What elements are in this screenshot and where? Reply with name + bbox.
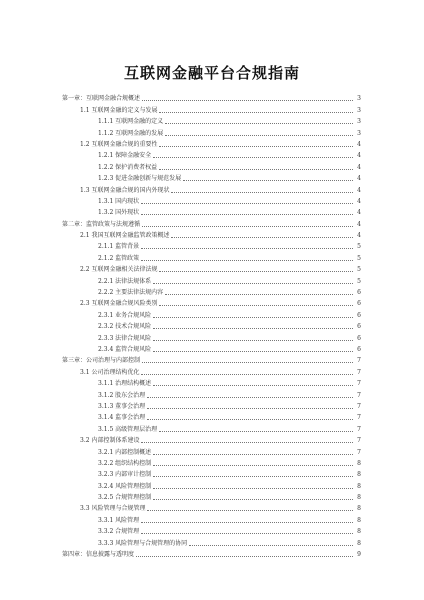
toc-leader-dots (159, 271, 353, 272)
toc-entry[interactable] (62, 285, 361, 296)
toc-entry-label: 3.2.1 内部控制概述 (98, 448, 152, 456)
toc-entry[interactable] (62, 387, 361, 398)
toc-entry-label: 3.2.5 合规管理控制 (98, 494, 152, 502)
toc-entry-label: 3.3.1 风险管理 (98, 516, 140, 524)
toc-entry[interactable] (62, 159, 361, 170)
toc-entry-label: 1.3.1 国内现状 (98, 197, 140, 205)
toc-entry-label: 1.1.1 互联网金融的定义 (98, 118, 164, 126)
toc-leader-dots (189, 545, 353, 546)
toc-entry-label: 第二章：监管政策与法规遵循 (62, 220, 141, 228)
toc-leader-dots (153, 454, 353, 455)
toc-entry-label: 3.1.1 治理结构概述 (98, 380, 152, 388)
toc-entry-label: 3.2.2 组织结构控制 (98, 459, 152, 467)
toc-entry-page-number: 4 (357, 197, 361, 205)
toc-leader-dots (159, 169, 353, 170)
toc-leader-dots (153, 340, 353, 341)
toc-entry-label: 2.3 互联网金融合规风险类别 (80, 300, 158, 308)
toc-entry-page-number: 8 (357, 539, 361, 547)
toc-entry[interactable] (62, 228, 361, 239)
toc-entry[interactable] (62, 319, 361, 330)
toc-entry-label: 1.2.1 保障金融安全 (98, 152, 152, 160)
toc-leader-dots (141, 374, 353, 375)
toc-entry-page-number: 5 (357, 277, 361, 285)
toc-leader-dots (183, 180, 353, 181)
toc-entry-label: 1.1.2 互联网金融的发展 (98, 129, 164, 137)
toc-entry-page-number: 4 (357, 140, 361, 148)
toc-entry[interactable] (62, 273, 361, 284)
toc-entry-page-number: 6 (357, 289, 361, 297)
toc-entry-label: 2.2.1 法律法规体系 (98, 277, 152, 285)
toc-entry-label: 2.1 我国互联网金融监管政策概述 (80, 232, 170, 240)
toc-entry-page-number: 7 (357, 380, 361, 388)
toc-entry-page-number: 6 (357, 311, 361, 319)
toc-entry[interactable] (62, 262, 361, 273)
toc-entry[interactable] (62, 125, 361, 136)
toc-entry-page-number: 4 (357, 232, 361, 240)
toc-entry-page-number: 7 (357, 448, 361, 456)
toc-entry-page-number: 6 (357, 300, 361, 308)
toc-leader-dots (171, 192, 353, 193)
toc-leader-dots (165, 294, 353, 295)
toc-leader-dots (141, 442, 353, 443)
toc-entry-label: 3.2.3 内部审计控制 (98, 471, 152, 479)
toc-leader-dots (159, 305, 353, 306)
toc-leader-dots (136, 556, 353, 557)
toc-entry-page-number: 8 (357, 471, 361, 479)
toc-leader-dots (142, 226, 353, 227)
toc-entry-label: 2.1.2 监管政策 (98, 254, 140, 262)
toc-entry[interactable] (62, 478, 361, 489)
toc-entry[interactable] (62, 490, 361, 501)
toc-leader-dots (165, 135, 353, 136)
toc-entry-label: 3.3.3 风险管理与合规管理的协同 (98, 539, 188, 547)
toc-leader-dots (153, 476, 353, 477)
toc-leader-dots (142, 100, 353, 101)
toc-leader-dots (141, 203, 353, 204)
toc-entry[interactable] (62, 421, 361, 432)
toc-entry-label: 2.2.2 主要法律法规内容 (98, 289, 164, 297)
toc-entry-page-number: 7 (357, 425, 361, 433)
toc-entry[interactable] (62, 148, 361, 159)
toc-leader-dots (159, 431, 353, 432)
toc-leader-dots (153, 317, 353, 318)
toc-entry-page-number: 8 (357, 516, 361, 524)
toc-entry[interactable] (62, 353, 361, 364)
toc-entry[interactable] (62, 194, 361, 205)
toc-entry-label: 1.2 互联网金融合规的重要性 (80, 140, 158, 148)
toc-entry-label: 1.2.2 保护消费者权益 (98, 163, 158, 171)
toc-entry[interactable] (62, 399, 361, 410)
toc-entry[interactable] (62, 512, 361, 523)
toc-entry-label: 1.1 互联网金融的定义与发展 (80, 106, 158, 114)
toc-leader-dots (147, 419, 353, 420)
toc-entry-label: 2.3.2 技术合规风险 (98, 323, 152, 331)
toc-leader-dots (141, 260, 353, 261)
toc-entry-page-number: 7 (357, 368, 361, 376)
toc-entry[interactable] (62, 239, 361, 250)
toc-entry[interactable] (62, 342, 361, 353)
toc-entry-page-number: 6 (357, 345, 361, 353)
toc-entry[interactable] (62, 456, 361, 467)
document-title: 互联网金融平台合规指南 (123, 64, 300, 82)
toc-entry-page-number: 4 (357, 220, 361, 228)
toc-entry-label: 3.2 内部控制体系建设 (80, 437, 140, 445)
toc-entry-page-number: 3 (357, 95, 361, 103)
toc-entry-page-number: 5 (357, 254, 361, 262)
toc-entry-label: 第四章：信息披露与透明度 (62, 551, 135, 559)
toc-entry-page-number: 8 (357, 505, 361, 513)
toc-entry[interactable] (62, 535, 361, 546)
toc-entry-label: 3.1.4 监事会治理 (98, 414, 146, 422)
toc-entry-label: 第一章：互联网金融合规概述 (62, 95, 141, 103)
toc-entry-page-number: 7 (357, 414, 361, 422)
toc-entry[interactable] (62, 182, 361, 193)
toc-leader-dots (171, 237, 353, 238)
toc-entry[interactable] (62, 114, 361, 125)
toc-leader-dots (159, 146, 353, 147)
toc-entry[interactable] (62, 91, 361, 102)
toc-entry-page-number: 8 (357, 494, 361, 502)
toc-entry-page-number: 7 (357, 391, 361, 399)
toc-entry-page-number: 6 (357, 334, 361, 342)
toc-entry-label: 2.3.4 监管合规风险 (98, 345, 152, 353)
toc-leader-dots (153, 499, 353, 500)
toc-entry-page-number: 8 (357, 528, 361, 536)
toc-entry-page-number: 5 (357, 243, 361, 251)
toc-entry-page-number: 4 (357, 175, 361, 183)
toc-leader-dots (141, 533, 353, 534)
toc-leader-dots (153, 328, 353, 329)
toc-entry-label: 2.3.1 业务合规风险 (98, 311, 152, 319)
toc-entry[interactable] (62, 444, 361, 455)
toc-leader-dots (159, 112, 353, 113)
toc-entry[interactable] (62, 137, 361, 148)
toc-entry-label: 2.2 互联网金融相关法律法规 (80, 266, 158, 274)
toc-leader-dots (153, 283, 353, 284)
toc-entry[interactable] (62, 307, 361, 318)
toc-entry-label: 1.2.3 促进金融创新与规范发展 (98, 175, 182, 183)
toc-entry-label: 第三章：公司治理与内部控制 (62, 357, 141, 365)
toc-leader-dots (141, 248, 353, 249)
toc-entry[interactable] (62, 467, 361, 478)
toc-entry-page-number: 4 (357, 163, 361, 171)
toc-entry-page-number: 8 (357, 482, 361, 490)
toc-leader-dots (153, 157, 353, 158)
toc-leader-dots (142, 362, 353, 363)
toc-entry-page-number: 7 (357, 437, 361, 445)
toc-entry[interactable] (62, 330, 361, 341)
toc-entry-page-number: 5 (357, 266, 361, 274)
toc-leader-dots (147, 408, 353, 409)
toc-entry-label: 1.3.2 国外现状 (98, 209, 140, 217)
toc-leader-dots (153, 465, 353, 466)
toc-entry-page-number: 6 (357, 323, 361, 331)
toc-entry[interactable] (62, 216, 361, 227)
table-of-contents (62, 91, 361, 558)
toc-entry-page-number: 8 (357, 459, 361, 467)
toc-entry-label: 3.1.5 高级管理层治理 (98, 425, 158, 433)
toc-entry[interactable] (62, 410, 361, 421)
toc-entry-label: 3.3.2 合规管理 (98, 528, 140, 536)
toc-entry[interactable] (62, 296, 361, 307)
toc-entry-page-number: 4 (357, 209, 361, 217)
toc-entry-label: 2.1.1 监管背景 (98, 243, 140, 251)
toc-entry-page-number: 7 (357, 402, 361, 410)
toc-entry-label: 3.1.2 股东会治理 (98, 391, 146, 399)
toc-entry-label: 2.3.3 法律合规风险 (98, 334, 152, 342)
toc-entry-page-number: 3 (357, 129, 361, 137)
toc-entry[interactable] (62, 547, 361, 558)
toc-entry[interactable] (62, 364, 361, 375)
toc-leader-dots (141, 522, 353, 523)
toc-entry-label: 3.1.3 董事会治理 (98, 402, 146, 410)
toc-entry[interactable] (62, 205, 361, 216)
toc-leader-dots (153, 351, 353, 352)
toc-entry-page-number: 9 (357, 551, 361, 559)
toc-entry[interactable] (62, 102, 361, 113)
toc-entry[interactable] (62, 524, 361, 535)
toc-entry[interactable] (62, 250, 361, 261)
toc-entry-page-number: 4 (357, 186, 361, 194)
toc-leader-dots (141, 214, 353, 215)
toc-entry[interactable] (62, 376, 361, 387)
toc-entry-page-number: 4 (357, 152, 361, 160)
toc-leader-dots (147, 510, 353, 511)
toc-entry-label: 3.1 公司治理结构优化 (80, 368, 140, 376)
toc-entry[interactable] (62, 171, 361, 182)
toc-leader-dots (165, 123, 353, 124)
toc-entry[interactable] (62, 433, 361, 444)
toc-entry-page-number: 7 (357, 357, 361, 365)
toc-leader-dots (153, 488, 353, 489)
toc-entry-label: 3.3 风险管理与合规管理 (80, 505, 146, 513)
toc-entry[interactable] (62, 501, 361, 512)
toc-entry-page-number: 3 (357, 106, 361, 114)
toc-entry-label: 3.2.4 风险管理控制 (98, 482, 152, 490)
toc-entry-page-number: 3 (357, 118, 361, 126)
toc-leader-dots (147, 397, 353, 398)
toc-entry-label: 1.3 互联网金融合规的国内外现状 (80, 186, 170, 194)
toc-leader-dots (153, 385, 353, 386)
